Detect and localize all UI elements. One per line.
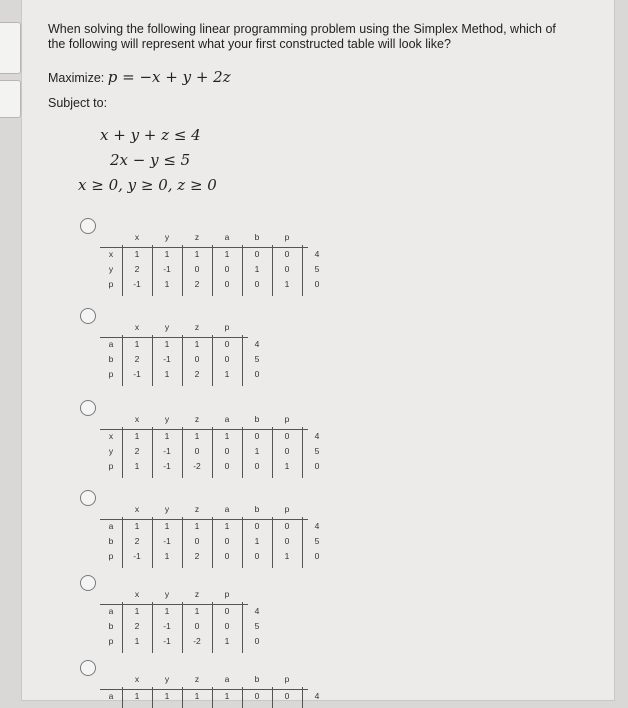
- column-header: p: [284, 414, 290, 424]
- table-cell: 1: [134, 636, 140, 646]
- table-cell: 2: [194, 369, 200, 379]
- column-rule: [272, 687, 273, 708]
- column-header: z: [194, 322, 200, 332]
- column-header: x: [134, 504, 140, 514]
- option-5-radio[interactable]: [80, 575, 96, 591]
- row-label: p: [108, 369, 114, 379]
- table-cell: 1: [194, 431, 200, 441]
- column-rule: [212, 245, 213, 296]
- row-label: p: [108, 636, 114, 646]
- table-cell: -1: [163, 536, 171, 546]
- table-cell: 1: [224, 369, 230, 379]
- column-rule: [182, 335, 183, 386]
- table-cell: 0: [284, 691, 290, 701]
- option-3-radio[interactable]: [80, 400, 96, 416]
- table-cell: 0: [194, 446, 200, 456]
- column-rule: [242, 427, 243, 478]
- table-cell: 1: [134, 431, 140, 441]
- table-cell: 1: [224, 636, 230, 646]
- column-header: z: [194, 674, 200, 684]
- column-rule: [182, 602, 183, 653]
- column-rule: [152, 517, 153, 568]
- table-cell: 1: [134, 249, 140, 259]
- table-cell: 0: [194, 621, 200, 631]
- table-cell: 2: [194, 551, 200, 561]
- table-cell: 2: [134, 264, 140, 274]
- table-cell: 1: [224, 431, 230, 441]
- column-rule: [212, 335, 213, 386]
- table-cell: 1: [254, 264, 260, 274]
- table-cell: 0: [314, 279, 320, 289]
- column-rule: [302, 245, 303, 296]
- table-cell: 0: [224, 461, 230, 471]
- table-cell: 1: [164, 369, 170, 379]
- column-rule: [212, 517, 213, 568]
- column-header: p: [284, 674, 290, 684]
- table-cell: 1: [284, 279, 290, 289]
- table-cell: -1: [163, 621, 171, 631]
- column-rule: [272, 245, 273, 296]
- column-header: b: [254, 414, 260, 424]
- column-rule: [242, 602, 243, 653]
- column-rule: [302, 427, 303, 478]
- table-cell: -1: [163, 461, 171, 471]
- column-header: x: [134, 414, 140, 424]
- column-header: a: [224, 414, 230, 424]
- table-cell: 0: [224, 606, 230, 616]
- column-header: z: [194, 504, 200, 514]
- table-cell: 1: [164, 279, 170, 289]
- question-text: When solving the following linear programming problem using the Simplex Method, which of the following will represent what your first constructed table will look like?: [48, 22, 556, 51]
- table-cell: 0: [194, 354, 200, 364]
- column-header: z: [194, 414, 200, 424]
- table-cell: -1: [163, 636, 171, 646]
- column-header: a: [224, 674, 230, 684]
- table-cell: -1: [133, 551, 141, 561]
- table-cell: 1: [134, 339, 140, 349]
- objective-label: Maximize:: [48, 71, 105, 85]
- column-header: b: [254, 674, 260, 684]
- column-header: a: [224, 232, 230, 242]
- table-cell: 0: [224, 551, 230, 561]
- table-cell: 1: [194, 521, 200, 531]
- row-label: a: [108, 339, 114, 349]
- table-cell: -1: [163, 354, 171, 364]
- column-rule: [302, 517, 303, 568]
- table-cell: 0: [254, 461, 260, 471]
- table-cell: 2: [134, 536, 140, 546]
- table-cell: 4: [254, 606, 260, 616]
- column-header: b: [254, 232, 260, 242]
- table-cell: -2: [193, 636, 201, 646]
- table-cell: -1: [133, 279, 141, 289]
- constraint-2: 2x − y ≤ 5: [110, 151, 191, 169]
- table-cell: 0: [254, 636, 260, 646]
- table-cell: 1: [284, 461, 290, 471]
- table-cell: 0: [284, 446, 290, 456]
- table-cell: 0: [254, 691, 260, 701]
- row-label: p: [108, 461, 114, 471]
- table-cell: -1: [163, 264, 171, 274]
- table-cell: 2: [134, 446, 140, 456]
- row-label: p: [108, 279, 114, 289]
- column-header: p: [224, 322, 230, 332]
- table-cell: -1: [163, 446, 171, 456]
- column-header: b: [254, 504, 260, 514]
- row-label: a: [108, 691, 114, 701]
- column-rule: [122, 335, 123, 386]
- header-rule: [100, 247, 308, 248]
- objective-expression: p = −x + y + 2z: [107, 68, 231, 86]
- row-label: x: [108, 431, 114, 441]
- column-header: x: [134, 232, 140, 242]
- table-cell: -1: [133, 369, 141, 379]
- table-cell: 2: [134, 621, 140, 631]
- column-rule: [152, 687, 153, 708]
- column-rule: [212, 602, 213, 653]
- table-cell: 1: [164, 551, 170, 561]
- table-cell: 1: [164, 691, 170, 701]
- column-rule: [182, 517, 183, 568]
- table-cell: 1: [164, 249, 170, 259]
- table-cell: 1: [254, 536, 260, 546]
- table-cell: 0: [224, 279, 230, 289]
- header-rule: [100, 519, 308, 520]
- column-rule: [242, 687, 243, 708]
- table-cell: 1: [254, 446, 260, 456]
- table-cell: 1: [164, 339, 170, 349]
- column-header: y: [164, 232, 170, 242]
- row-label: b: [108, 354, 114, 364]
- table-cell: 1: [134, 606, 140, 616]
- question-card: [22, 0, 614, 700]
- column-rule: [212, 427, 213, 478]
- table-cell: 0: [254, 521, 260, 531]
- table-cell: 0: [224, 621, 230, 631]
- table-cell: 0: [224, 446, 230, 456]
- row-label: a: [108, 521, 114, 531]
- option-4-radio[interactable]: [80, 490, 96, 506]
- column-header: x: [134, 674, 140, 684]
- column-header: z: [194, 589, 200, 599]
- column-rule: [152, 427, 153, 478]
- constraint-1: x + y + z ≤ 4: [100, 126, 201, 144]
- table-cell: 0: [284, 264, 290, 274]
- page-tab: [0, 22, 21, 74]
- table-cell: 5: [254, 621, 260, 631]
- column-rule: [122, 517, 123, 568]
- table-cell: 5: [314, 264, 320, 274]
- table-cell: 1: [194, 606, 200, 616]
- table-cell: 0: [284, 431, 290, 441]
- column-header: a: [224, 504, 230, 514]
- table-cell: 1: [164, 521, 170, 531]
- table-cell: 0: [224, 264, 230, 274]
- column-header: y: [164, 322, 170, 332]
- table-cell: 1: [164, 431, 170, 441]
- column-rule: [302, 687, 303, 708]
- table-cell: 0: [194, 536, 200, 546]
- table-cell: -2: [193, 461, 201, 471]
- column-header: y: [164, 674, 170, 684]
- table-cell: 0: [224, 339, 230, 349]
- page-tab: [0, 80, 21, 118]
- table-cell: 1: [224, 521, 230, 531]
- column-header: p: [284, 232, 290, 242]
- column-rule: [182, 687, 183, 708]
- header-rule: [100, 689, 308, 690]
- table-cell: 4: [314, 521, 320, 531]
- row-label: y: [108, 446, 114, 456]
- table-cell: 5: [314, 446, 320, 456]
- table-cell: 0: [254, 369, 260, 379]
- table-cell: 0: [194, 264, 200, 274]
- row-label: b: [108, 536, 114, 546]
- table-cell: 0: [254, 431, 260, 441]
- column-rule: [212, 687, 213, 708]
- table-cell: 1: [194, 339, 200, 349]
- table-cell: 2: [194, 279, 200, 289]
- column-header: y: [164, 589, 170, 599]
- table-cell: 5: [254, 354, 260, 364]
- table-cell: 2: [134, 354, 140, 364]
- table-cell: 1: [224, 249, 230, 259]
- table-cell: 0: [224, 536, 230, 546]
- column-rule: [152, 602, 153, 653]
- table-cell: 1: [134, 691, 140, 701]
- column-header: z: [194, 232, 200, 242]
- table-cell: 0: [284, 521, 290, 531]
- column-rule: [272, 427, 273, 478]
- table-cell: 0: [224, 354, 230, 364]
- option-1-radio[interactable]: [80, 218, 96, 234]
- row-label: a: [108, 606, 114, 616]
- table-cell: 4: [314, 431, 320, 441]
- column-rule: [122, 245, 123, 296]
- table-cell: 0: [254, 551, 260, 561]
- column-header: y: [164, 504, 170, 514]
- table-cell: 1: [134, 461, 140, 471]
- table-cell: 0: [254, 279, 260, 289]
- column-header: x: [134, 322, 140, 332]
- table-cell: 4: [314, 249, 320, 259]
- table-cell: 0: [254, 249, 260, 259]
- table-cell: 0: [284, 536, 290, 546]
- column-header: x: [134, 589, 140, 599]
- table-cell: 1: [194, 691, 200, 701]
- column-header: p: [284, 504, 290, 514]
- table-cell: 1: [194, 249, 200, 259]
- option-6-radio[interactable]: [80, 660, 96, 676]
- table-cell: 1: [134, 521, 140, 531]
- column-header: y: [164, 414, 170, 424]
- column-rule: [182, 427, 183, 478]
- column-rule: [182, 245, 183, 296]
- header-rule: [100, 429, 308, 430]
- row-label: b: [108, 621, 114, 631]
- column-rule: [152, 335, 153, 386]
- option-2-radio[interactable]: [80, 308, 96, 324]
- table-cell: 5: [314, 536, 320, 546]
- row-label: p: [108, 551, 114, 561]
- column-rule: [272, 517, 273, 568]
- constraint-nonnegativity: x ≥ 0, y ≥ 0, z ≥ 0: [78, 176, 217, 194]
- column-rule: [122, 687, 123, 708]
- column-rule: [242, 245, 243, 296]
- table-cell: 4: [254, 339, 260, 349]
- row-label: x: [108, 249, 114, 259]
- column-rule: [242, 517, 243, 568]
- table-cell: 0: [314, 551, 320, 561]
- column-rule: [242, 335, 243, 386]
- column-rule: [122, 602, 123, 653]
- subject-to-label: Subject to:: [48, 96, 108, 110]
- table-cell: 1: [224, 691, 230, 701]
- table-cell: 4: [314, 691, 320, 701]
- objective: [48, 68, 231, 86]
- table-cell: 1: [284, 551, 290, 561]
- table-cell: 0: [314, 461, 320, 471]
- table-cell: 1: [164, 606, 170, 616]
- column-header: p: [224, 589, 230, 599]
- row-label: y: [108, 264, 114, 274]
- column-rule: [152, 245, 153, 296]
- column-rule: [122, 427, 123, 478]
- table-cell: 0: [284, 249, 290, 259]
